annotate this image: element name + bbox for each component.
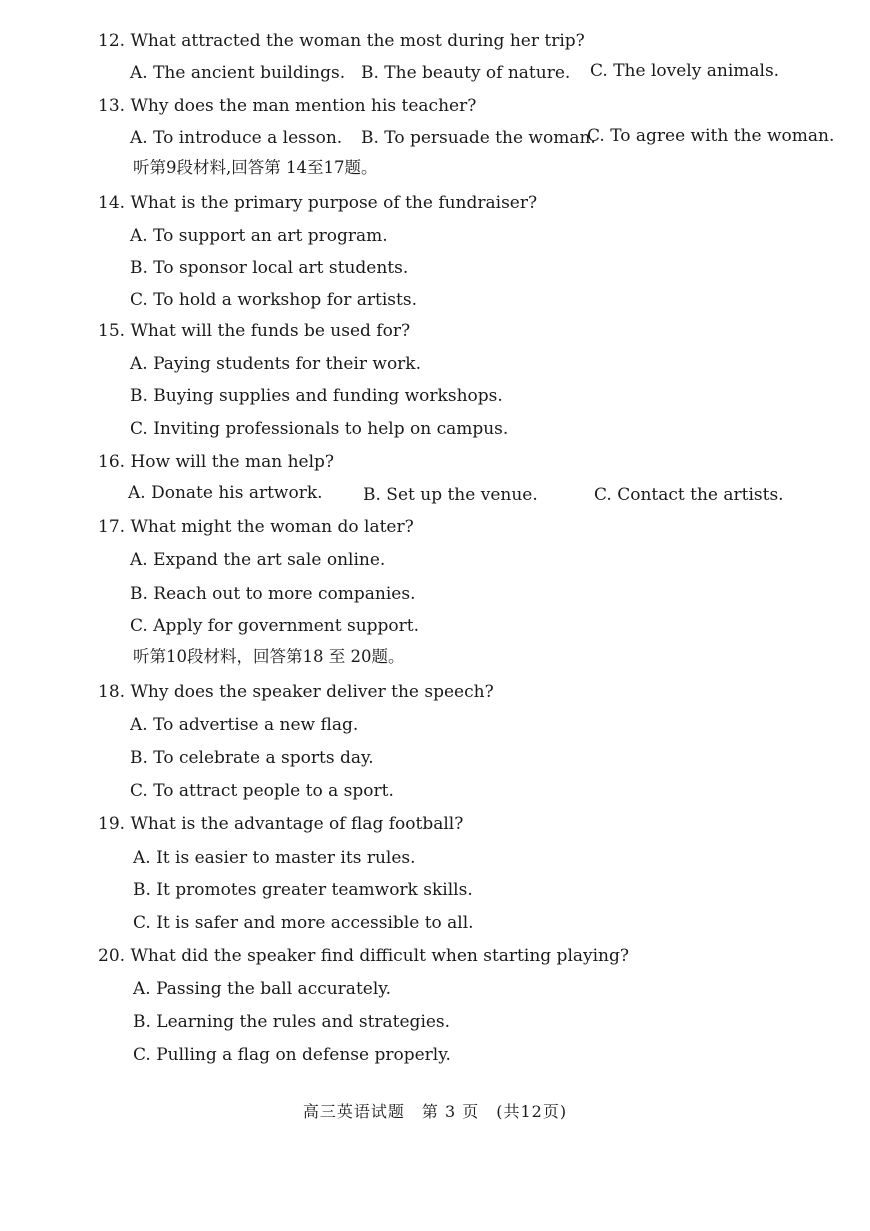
option-c: C. To agree with the woman.	[587, 126, 835, 146]
option-b: B. It promotes greater teamwork skills.	[133, 880, 473, 900]
question-stem: 18. Why does the speaker deliver the speech?	[98, 682, 494, 702]
option-a: A. Passing the ball accurately.	[133, 979, 392, 999]
option-a: A. Paying students for their work.	[130, 354, 422, 374]
option-c: C. Inviting professionals to help on campus.	[130, 419, 509, 439]
option-c: C. To hold a workshop for artists.	[130, 290, 417, 310]
option-b: B. Learning the rules and strategies.	[133, 1012, 451, 1032]
question-stem: 15. What will the funds be used for?	[98, 321, 411, 341]
question-stem: 19. What is the advantage of flag football?	[98, 814, 464, 834]
option-b: B. Buying supplies and funding workshops.	[130, 386, 503, 406]
section-instruction: 听第9段材料,回答第 14至17题。	[133, 158, 378, 177]
option-a: A. Donate his artwork.	[128, 483, 323, 503]
option-b: B. Set up the venue.	[363, 485, 538, 505]
section-instruction: 听第10段材料，回答第18 至 20题。	[133, 647, 405, 666]
question-stem: 14. What is the primary purpose of the fundraiser?	[98, 193, 538, 213]
question-stem: 20. What did the speaker find difficult when starting playing?	[98, 946, 630, 966]
option-a: A. Expand the art sale online.	[130, 550, 386, 570]
option-a: A. To advertise a new flag.	[130, 715, 359, 735]
option-b: B. The beauty of nature.	[361, 63, 571, 83]
option-a: A. To introduce a lesson.	[130, 128, 343, 148]
option-a: A. To support an art program.	[130, 226, 388, 246]
question-stem: 13. Why does the man mention his teacher?	[98, 96, 477, 116]
option-a: A. The ancient buildings.	[130, 63, 346, 83]
option-c: C. To attract people to a sport.	[130, 781, 394, 801]
option-b: B. Reach out to more companies.	[130, 584, 416, 604]
option-c: C. Apply for government support.	[130, 616, 420, 636]
question-stem: 16. How will the man help?	[98, 452, 335, 472]
page-footer: 高三英语试题 第 3 页 (共12页)	[302, 1102, 568, 1121]
question-stem: 12. What attracted the woman the most during her trip?	[98, 31, 585, 51]
question-stem: 17. What might the woman do later?	[98, 517, 414, 537]
option-c: C. Pulling a flag on defense properly.	[133, 1045, 451, 1065]
option-b: B. To sponsor local art students.	[130, 258, 409, 278]
option-b: B. To persuade the woman.	[361, 128, 596, 148]
option-c: C. It is safer and more accessible to all.	[133, 913, 474, 933]
option-b: B. To celebrate a sports day.	[130, 748, 374, 768]
option-c: C. The lovely animals.	[590, 61, 780, 81]
option-c: C. Contact the artists.	[594, 485, 784, 505]
option-a: A. It is easier to master its rules.	[133, 848, 416, 868]
